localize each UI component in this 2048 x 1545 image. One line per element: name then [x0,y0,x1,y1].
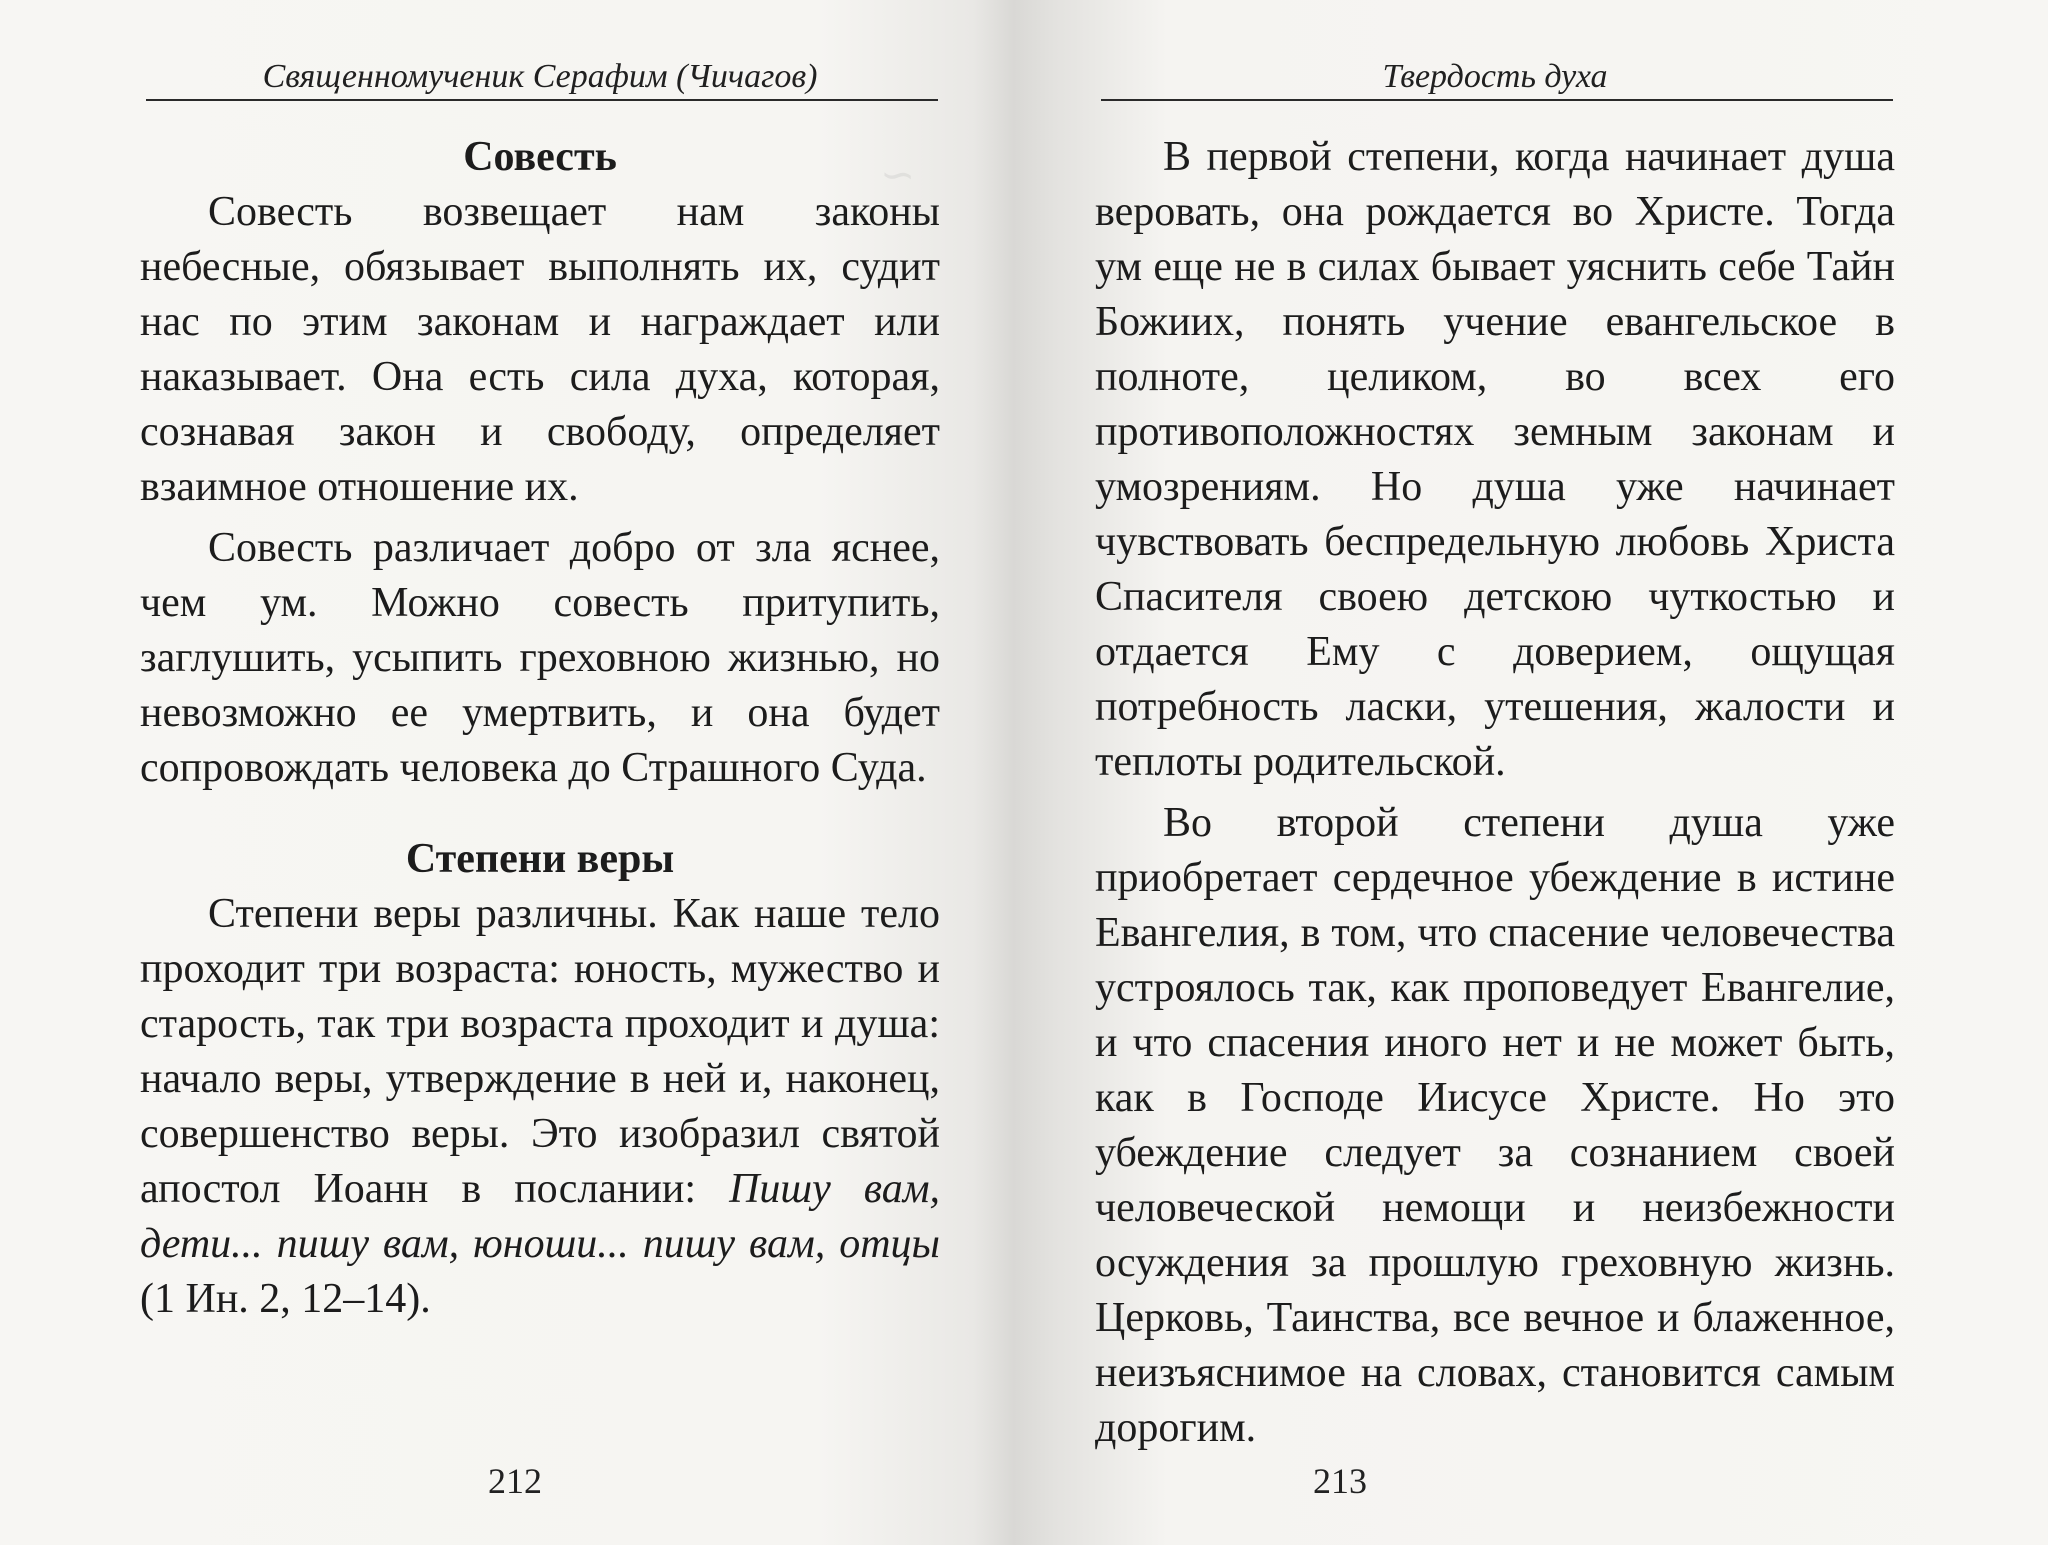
scripture-quote: Пишу вам, дети... пишу вам, юноши... пишу вам, отцы [140,1166,941,1267]
page-number: 213 [1313,1461,1367,1501]
paragraph: Совесть различает добро от зла яснее, чем ум. Можно совесть притупить, заглушить, усыпить греховною жизнью, но невозможно ее умертвить, и она будет сопровождать человека до Страшного Суда. [140,525,940,791]
right-running-head: Твердость духа [1382,58,1608,95]
paragraph: В первой степени, когда начинает душа веровать, она рождается во Христе. Тогда ум еще не в силах бывает уяснить себе Тайн Божиих, понять учение евангельское в полноте, целиком, во всех его противоположностях земным законам и умозрениям. Но душа уже начинает чувствовать беспредельную любовь Христа Спасителя своею детскою чуткостью и отдается Ему с доверием, ощущая потребность ласки, утешения, жалости и теплоты родительской. [1095,134,1895,785]
paragraph: Во второй степени душа уже приобретает сердечное убеждение в истине Евангелия, в том, что спасение человечества устроялось так, как проповедует Евангелие, и что спасения иного нет и не может быть, как в Господе Иисусе Христе. Но это убеждение следует за сознанием своей человеческой немощи и неизбежности осуждения за прошлую греховную жизнь. Церковь, Таинства, все вечное и блаженное, неизъяснимое на словах, становится самым дорогим. [1095,800,1895,1451]
section-heading-conscience: Совесть [463,134,617,180]
left-page [140,0,940,1545]
right-header-rule [1101,99,1893,101]
right-page-body [1095,130,1895,1456]
right-page [1095,0,1895,1545]
scripture-reference: (1 Ин. 2, 12–14). [140,1276,431,1322]
left-page-body [140,130,940,1327]
left-running-head: Священномученик Серафим (Чичагов) [262,58,818,95]
paragraph [140,887,940,1327]
paragraph-text: Степени веры различны. Как наше тело проходит три возраста: юность, мужество и старость, так три возраста проходит и душа: начало веры, утверждение в ней и, наконец, совершенство веры. Это изобразил святой апостол Иоанн в послании: [140,891,940,1212]
left-header-rule [146,99,938,101]
paragraph: Совесть возвещает нам законы небесные, обязывает выполнять их, судит нас по этим законам и награждает или наказывает. Она есть сила духа, которая, сознавая закон и свободу, определяет взаимное отношение их. [140,189,940,510]
show-through-texture: ∽ [880,153,916,199]
page-number: 212 [488,1461,542,1501]
section-heading-degrees-of-faith: Степени веры [405,836,675,882]
